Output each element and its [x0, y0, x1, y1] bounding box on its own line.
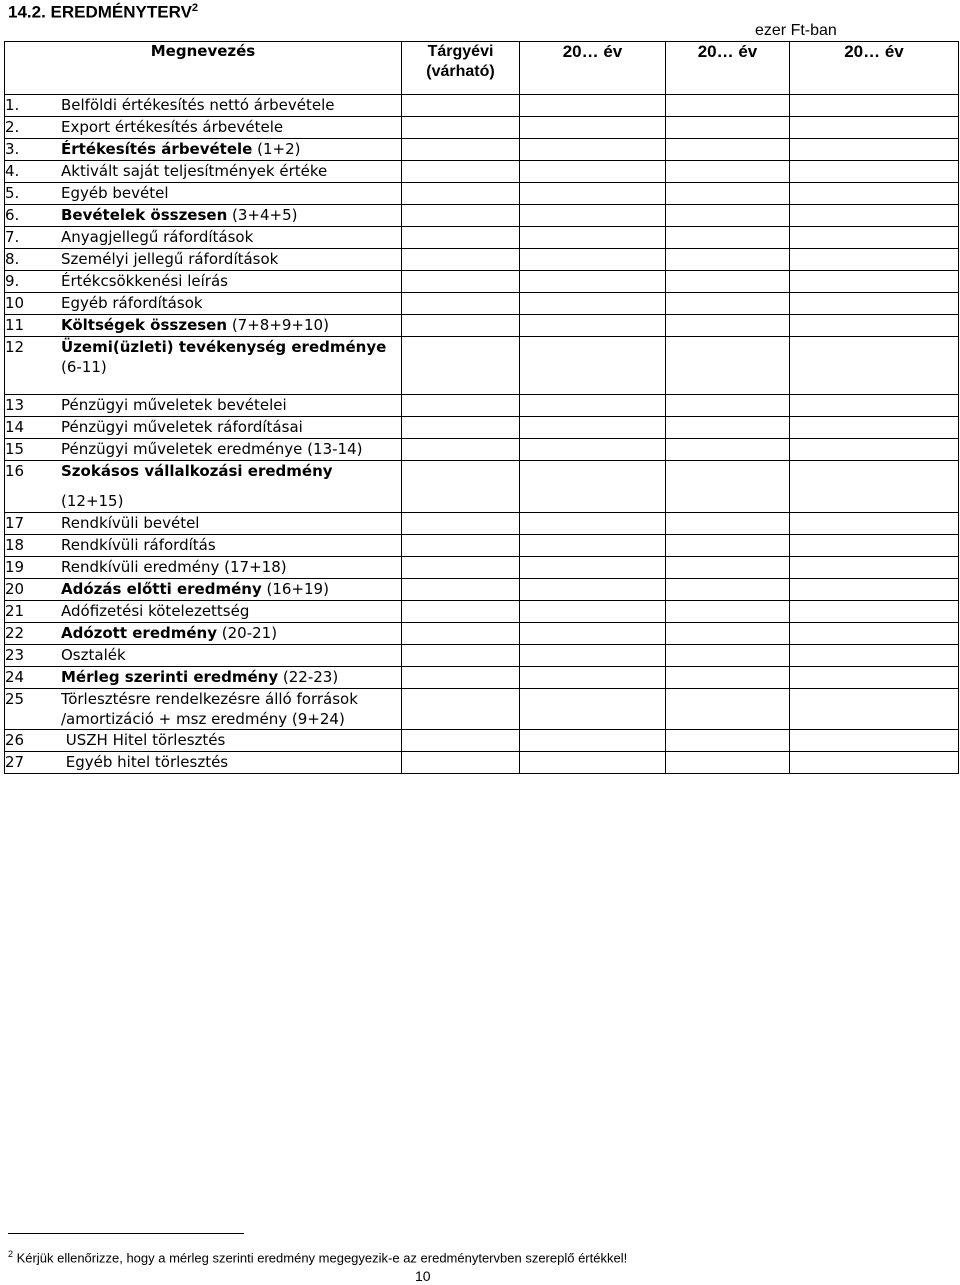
row-label	[61, 689, 391, 729]
row-label-cell	[5, 557, 402, 579]
value-cell[interactable]	[520, 205, 666, 227]
value-cell[interactable]	[402, 601, 520, 623]
column-header-year-2: 20… év	[666, 42, 790, 95]
row-label	[61, 337, 391, 377]
value-cell[interactable]	[666, 557, 790, 579]
footnote-text: Kérjük ellenőrizze, hogy a mérleg szerinti eredmény megegyezik-e az eredménytervben szereplő értékkel!	[13, 1250, 628, 1266]
table-row	[5, 557, 959, 579]
value-cell[interactable]	[666, 752, 790, 774]
table-row	[5, 645, 959, 667]
value-cell[interactable]	[402, 557, 520, 579]
row-number: 20	[5, 580, 25, 598]
row-label-text: Pénzügyi műveletek ráfordításai	[61, 418, 303, 436]
table-row	[5, 139, 959, 161]
row-label	[61, 580, 329, 598]
footnote-mark: 2	[8, 1249, 14, 1259]
row-label-bold: Értékesítés árbevétele	[61, 140, 253, 158]
value-cell[interactable]	[520, 439, 666, 461]
row-number: 24	[5, 668, 25, 686]
value-cell[interactable]	[402, 752, 520, 774]
row-label	[61, 558, 287, 576]
table-row	[5, 417, 959, 439]
row-number: 5.	[5, 184, 20, 202]
row-label	[61, 140, 300, 158]
row-label-text: USZH Hitel törlesztés	[61, 731, 226, 749]
value-cell[interactable]	[666, 395, 790, 417]
value-cell[interactable]	[402, 183, 520, 205]
value-cell[interactable]	[790, 95, 959, 117]
table-row	[5, 161, 959, 183]
value-cell[interactable]	[402, 395, 520, 417]
column-header-year-3: 20… év	[790, 42, 959, 95]
value-cell[interactable]	[402, 513, 520, 535]
value-cell[interactable]	[790, 293, 959, 315]
value-cell[interactable]	[666, 439, 790, 461]
row-label-cell	[5, 227, 402, 249]
value-cell[interactable]	[520, 579, 666, 601]
value-cell[interactable]	[790, 461, 959, 513]
income-plan-table	[4, 41, 959, 774]
row-number: 8.	[5, 250, 20, 268]
row-label-formula: (3+4+5)	[227, 206, 298, 224]
value-cell[interactable]	[520, 752, 666, 774]
row-label-cell	[5, 689, 402, 730]
row-label-formula: (16+19)	[261, 580, 329, 598]
row-label	[61, 162, 327, 180]
value-cell[interactable]	[666, 183, 790, 205]
row-label-cell	[5, 139, 402, 161]
row-label-cell	[5, 730, 402, 752]
value-cell[interactable]	[402, 161, 520, 183]
row-number: 23	[5, 646, 25, 664]
table-row	[5, 730, 959, 752]
table-row	[5, 535, 959, 557]
row-label	[61, 316, 329, 334]
value-cell[interactable]	[666, 95, 790, 117]
column-header-year-1: 20… év	[520, 42, 666, 95]
value-cell[interactable]	[790, 117, 959, 139]
row-label-text: Export értékesítés árbevétele	[61, 118, 284, 136]
row-number: 22	[5, 624, 25, 642]
row-label	[61, 753, 228, 771]
row-label	[61, 184, 169, 202]
title-text: 14.2. EREDMÉNYTERV	[8, 2, 192, 22]
table-header-row	[5, 42, 959, 95]
value-cell[interactable]	[402, 667, 520, 689]
row-number: 26	[5, 731, 25, 749]
row-number: 21	[5, 602, 25, 620]
row-label-cell	[5, 183, 402, 205]
value-cell[interactable]	[520, 117, 666, 139]
value-cell[interactable]	[790, 535, 959, 557]
row-label-bold: Adózás előtti eredmény	[61, 580, 262, 598]
row-number: 13	[5, 396, 25, 414]
row-label-formula: (7+8+9+10)	[227, 316, 329, 334]
row-label-cell	[5, 461, 402, 513]
value-cell[interactable]	[790, 730, 959, 752]
table-row	[5, 293, 959, 315]
value-cell[interactable]	[666, 645, 790, 667]
value-cell[interactable]	[790, 601, 959, 623]
value-cell[interactable]	[666, 161, 790, 183]
row-label	[61, 624, 277, 642]
row-label-text: Egyéb ráfordítások	[61, 294, 203, 312]
row-number: 4.	[5, 162, 20, 180]
value-cell[interactable]	[666, 117, 790, 139]
value-cell[interactable]	[666, 293, 790, 315]
row-label-text: Törlesztésre rendelkezésre álló források /amortizáció + msz eredmény (9+24)	[61, 690, 358, 728]
row-label-cell	[5, 439, 402, 461]
value-cell[interactable]	[666, 271, 790, 293]
footnote-divider	[8, 1233, 244, 1234]
value-cell[interactable]	[402, 315, 520, 337]
value-cell[interactable]	[520, 667, 666, 689]
row-label-cell	[5, 315, 402, 337]
row-number: 17	[5, 514, 25, 532]
row-label	[61, 440, 362, 458]
row-label-cell	[5, 579, 402, 601]
table-row	[5, 667, 959, 689]
row-label	[61, 731, 225, 749]
value-cell[interactable]	[666, 461, 790, 513]
row-label-text: Rendkívüli ráfordítás	[61, 536, 216, 554]
value-cell[interactable]	[402, 623, 520, 645]
column-header-name: Megnevezés	[5, 42, 402, 95]
table-row	[5, 623, 959, 645]
value-cell[interactable]	[520, 535, 666, 557]
page-title	[8, 2, 198, 23]
table-row	[5, 249, 959, 271]
value-cell[interactable]	[520, 337, 666, 395]
value-cell[interactable]	[402, 439, 520, 461]
row-number: 1.	[5, 96, 20, 114]
row-label-cell	[5, 417, 402, 439]
row-label-formula: (20-21)	[217, 624, 278, 642]
row-label-cell	[5, 667, 402, 689]
value-cell[interactable]	[666, 730, 790, 752]
row-label-cell	[5, 645, 402, 667]
row-label-cell	[5, 249, 402, 271]
value-cell[interactable]	[666, 249, 790, 271]
row-label-cell	[5, 513, 402, 535]
row-number: 10	[5, 294, 25, 312]
row-number: 7.	[5, 228, 20, 246]
row-number: 18	[5, 536, 25, 554]
value-cell[interactable]	[790, 139, 959, 161]
row-number: 16	[5, 462, 25, 480]
value-cell[interactable]	[520, 183, 666, 205]
value-cell[interactable]	[520, 461, 666, 513]
row-label	[61, 206, 298, 224]
value-cell[interactable]	[520, 161, 666, 183]
value-cell[interactable]	[520, 227, 666, 249]
row-number: 14	[5, 418, 25, 436]
value-cell[interactable]	[666, 417, 790, 439]
value-cell[interactable]	[520, 623, 666, 645]
table-row	[5, 95, 959, 117]
value-cell[interactable]	[520, 689, 666, 730]
row-label-cell	[5, 337, 402, 395]
row-number: 27	[5, 753, 25, 771]
table-row	[5, 461, 959, 513]
value-cell[interactable]	[790, 689, 959, 730]
row-label-cell	[5, 205, 402, 227]
value-cell[interactable]	[790, 439, 959, 461]
value-cell[interactable]	[520, 730, 666, 752]
row-label-text: Pénzügyi műveletek eredménye (13-14)	[61, 440, 363, 458]
row-label-text: Rendkívüli eredmény (17+18)	[61, 558, 287, 576]
value-cell[interactable]	[790, 417, 959, 439]
row-label	[61, 646, 126, 664]
value-cell[interactable]	[790, 645, 959, 667]
row-label	[61, 514, 199, 532]
row-number: 11	[5, 316, 25, 334]
value-cell[interactable]	[520, 645, 666, 667]
row-number: 2.	[5, 118, 20, 136]
value-cell[interactable]	[666, 535, 790, 557]
table-row	[5, 227, 959, 249]
row-label-text: Értékcsökkenési leírás	[61, 272, 228, 290]
value-cell[interactable]	[666, 513, 790, 535]
row-label	[61, 396, 287, 414]
row-number: 6.	[5, 206, 20, 224]
row-label	[61, 668, 338, 686]
row-label	[61, 294, 203, 312]
value-cell[interactable]	[402, 730, 520, 752]
page-number: 10	[415, 1268, 431, 1284]
value-cell[interactable]	[666, 205, 790, 227]
table-row	[5, 395, 959, 417]
row-label	[61, 96, 335, 114]
row-label	[61, 602, 249, 620]
value-cell[interactable]	[402, 293, 520, 315]
value-cell[interactable]	[790, 205, 959, 227]
row-label	[61, 228, 253, 246]
footnote-reference: 2	[191, 2, 199, 14]
table-row	[5, 183, 959, 205]
value-cell[interactable]	[790, 557, 959, 579]
current-year-label: Tárgyévi	[427, 43, 494, 60]
table-row	[5, 689, 959, 730]
row-label-text: Aktivált saját teljesítmények értéke	[61, 162, 328, 180]
value-cell[interactable]	[520, 139, 666, 161]
row-number: 15	[5, 440, 25, 458]
row-label-cell	[5, 752, 402, 774]
row-number: 3.	[5, 140, 20, 158]
value-cell[interactable]	[402, 689, 520, 730]
table-row	[5, 315, 959, 337]
value-cell[interactable]	[790, 271, 959, 293]
row-label-cell	[5, 271, 402, 293]
unit-label: ezer Ft-ban	[755, 22, 837, 39]
value-cell[interactable]	[790, 161, 959, 183]
value-cell[interactable]	[520, 271, 666, 293]
row-label	[61, 250, 278, 268]
row-label-text: Adófizetési kötelezettség	[61, 602, 250, 620]
row-label-text: Osztalék	[61, 646, 126, 664]
row-label	[61, 536, 216, 554]
row-number: 19	[5, 558, 25, 576]
row-label-cell	[5, 395, 402, 417]
table-row	[5, 439, 959, 461]
row-label-cell	[5, 161, 402, 183]
row-label-text: Személyi jellegű ráfordítások	[61, 250, 279, 268]
row-label-formula: (1+2)	[252, 140, 301, 158]
table-row	[5, 337, 959, 395]
value-cell[interactable]	[402, 417, 520, 439]
row-label-text: Belföldi értékesítés nettó árbevétele	[61, 96, 335, 114]
value-cell[interactable]	[790, 395, 959, 417]
value-cell[interactable]	[666, 667, 790, 689]
row-number: 9.	[5, 272, 20, 290]
value-cell[interactable]	[402, 227, 520, 249]
row-label-cell	[5, 535, 402, 557]
value-cell[interactable]	[402, 645, 520, 667]
value-cell[interactable]	[520, 249, 666, 271]
row-label-cell	[5, 623, 402, 645]
row-label-formula: (6-11)	[61, 358, 107, 376]
table-row	[5, 271, 959, 293]
value-cell[interactable]	[402, 117, 520, 139]
value-cell[interactable]	[402, 579, 520, 601]
value-cell[interactable]	[790, 752, 959, 774]
value-cell[interactable]	[666, 337, 790, 395]
row-label-bold: Szokásos vállalkozási eredmény	[61, 462, 333, 480]
value-cell[interactable]	[790, 315, 959, 337]
row-label-bold: Mérleg szerinti eredmény	[61, 668, 279, 686]
value-cell[interactable]	[402, 139, 520, 161]
row-number: 25	[5, 690, 25, 708]
value-cell[interactable]	[520, 395, 666, 417]
value-cell[interactable]	[402, 271, 520, 293]
row-label-cell	[5, 293, 402, 315]
table-row	[5, 752, 959, 774]
value-cell[interactable]	[520, 95, 666, 117]
row-label	[61, 118, 283, 136]
column-header-current	[402, 42, 520, 95]
value-cell[interactable]	[790, 623, 959, 645]
table-row	[5, 117, 959, 139]
value-cell[interactable]	[790, 183, 959, 205]
row-label-bold: Bevételek összesen	[61, 206, 228, 224]
value-cell[interactable]	[666, 227, 790, 249]
value-cell[interactable]	[790, 667, 959, 689]
row-label-text: Egyéb bevétel	[61, 184, 169, 202]
value-cell[interactable]	[402, 249, 520, 271]
row-label-text: Pénzügyi műveletek bevételei	[61, 396, 287, 414]
current-year-note: (várható)	[426, 63, 495, 80]
footnote	[8, 1249, 627, 1265]
row-label-formula: (22-23)	[278, 668, 339, 686]
value-cell[interactable]	[520, 557, 666, 579]
row-label-text: Rendkívüli bevétel	[61, 514, 200, 532]
value-cell[interactable]	[520, 417, 666, 439]
value-cell[interactable]	[666, 623, 790, 645]
row-label-formula: (12+15)	[61, 492, 124, 510]
table-body	[5, 95, 959, 774]
value-cell[interactable]	[520, 293, 666, 315]
value-cell[interactable]	[790, 227, 959, 249]
value-cell[interactable]	[790, 513, 959, 535]
value-cell[interactable]	[666, 579, 790, 601]
value-cell[interactable]	[402, 535, 520, 557]
row-label-bold: Adózott eredmény	[61, 624, 217, 642]
row-label-cell	[5, 95, 402, 117]
row-label-text: Egyéb hitel törlesztés	[61, 753, 229, 771]
row-label	[61, 272, 228, 290]
row-label-bold: Üzemi(üzleti) tevékenység eredménye	[61, 338, 387, 356]
row-label-cell	[5, 601, 402, 623]
value-cell[interactable]	[520, 315, 666, 337]
value-cell[interactable]	[402, 95, 520, 117]
value-cell[interactable]	[790, 337, 959, 395]
table-row	[5, 205, 959, 227]
value-cell[interactable]	[790, 249, 959, 271]
row-label-text: Anyagjellegű ráfordítások	[61, 228, 254, 246]
value-cell[interactable]	[402, 205, 520, 227]
value-cell[interactable]	[520, 513, 666, 535]
row-number: 12	[5, 338, 25, 356]
value-cell[interactable]	[666, 689, 790, 730]
row-label	[61, 461, 391, 511]
row-label-cell	[5, 117, 402, 139]
table-row	[5, 601, 959, 623]
row-label	[61, 418, 303, 436]
value-cell[interactable]	[666, 139, 790, 161]
table-row	[5, 579, 959, 601]
value-cell[interactable]	[666, 315, 790, 337]
table-row	[5, 513, 959, 535]
value-cell[interactable]	[402, 337, 520, 395]
value-cell[interactable]	[790, 579, 959, 601]
value-cell[interactable]	[520, 601, 666, 623]
row-label-bold: Költségek összesen	[61, 316, 228, 334]
value-cell[interactable]	[402, 461, 520, 513]
value-cell[interactable]	[666, 601, 790, 623]
